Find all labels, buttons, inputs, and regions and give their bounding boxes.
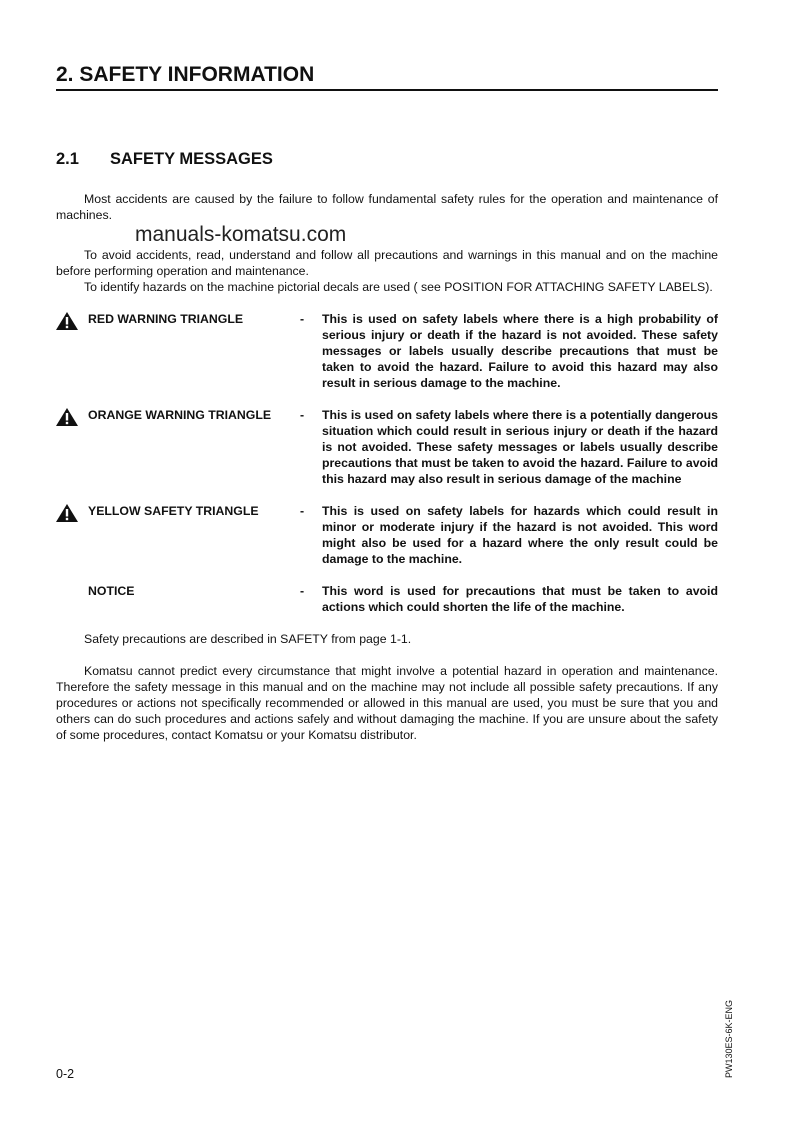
intro-paragraph-2: To avoid accidents, read, understand and follow all precautions and warnings in this manual and on the machine before performing operation and maintenance. xyxy=(56,248,718,278)
message-text: This word is used for precautions that must be taken to avoid actions which could shorten the life of the machine. xyxy=(322,584,718,614)
message-dash: - xyxy=(300,584,305,598)
message-label: ORANGE WARNING TRIANGLE xyxy=(88,408,272,422)
title-divider xyxy=(56,89,718,91)
warning-triangle-icon xyxy=(56,504,78,522)
message-dash: - xyxy=(300,408,305,422)
warning-triangle-icon xyxy=(56,312,78,330)
intro-paragraph-1: Most accidents are caused by the failure to follow fundamental safety rules for the operation and maintenance of machines. xyxy=(56,192,718,222)
section-number: 2.1 xyxy=(56,150,79,168)
safety-message-red xyxy=(56,311,718,391)
warning-triangle-icon xyxy=(56,408,78,426)
message-dash: - xyxy=(300,312,305,326)
page-body xyxy=(56,191,718,743)
watermark: manuals-komatsu.com xyxy=(135,223,347,246)
safety-message-notice xyxy=(56,583,718,615)
document-code: PW130ES-6K-ENG xyxy=(724,999,734,1078)
message-label: NOTICE xyxy=(88,584,135,598)
message-text: This is used on safety labels where there is a potentially dangerous situation which could result in serious injury or death if the hazard is not avoided. These safety messages or labels usually describe precautions that must be taken to avoid the hazard. Failure to avoid this hazard may also result in serious damage of the machine xyxy=(322,408,718,486)
safety-message-orange xyxy=(56,407,718,487)
chapter-title: 2. SAFETY INFORMATION xyxy=(56,63,315,86)
page-number: 0-2 xyxy=(56,1067,75,1081)
precautions-reference: Safety precautions are described in SAFETY from page 1-1. xyxy=(84,632,412,646)
message-label: RED WARNING TRIANGLE xyxy=(88,312,244,326)
closing-paragraph: Komatsu cannot predict every circumstance that might involve a potential hazard in operation and maintenance. Therefore the safety message in this manual and on the machine may not include all possible safety precautions. If any procedures or actions not specifically recommended or allowed in this manual are used, you must be sure that you and others can do such procedures and actions safely and without damaging the machine. If you are unsure about the safety of some procedures, contact Komatsu or your Komatsu distributor. xyxy=(56,664,718,742)
message-text: This is used on safety labels for hazards which could result in minor or moderate injury if the hazard is not avoided. This word might also be used for a hazard where the only result could be damage to the machine. xyxy=(322,504,718,566)
section-title: SAFETY MESSAGES xyxy=(110,150,273,168)
message-dash: - xyxy=(300,504,305,518)
intro-paragraph-3: To identify hazards on the machine pictorial decals are used ( see POSITION FOR ATTACHING SAFETY LABELS). xyxy=(84,280,713,294)
message-text: This is used on safety labels where there is a high probability of serious injury or death if the hazard is not avoided. These safety messages or labels usually describe precautions that must be taken to avoid the hazard. Failure to avoid this hazard may also result in serious damage to the machine. xyxy=(322,312,718,390)
message-label: YELLOW SAFETY TRIANGLE xyxy=(88,504,259,518)
safety-message-yellow xyxy=(56,503,718,567)
